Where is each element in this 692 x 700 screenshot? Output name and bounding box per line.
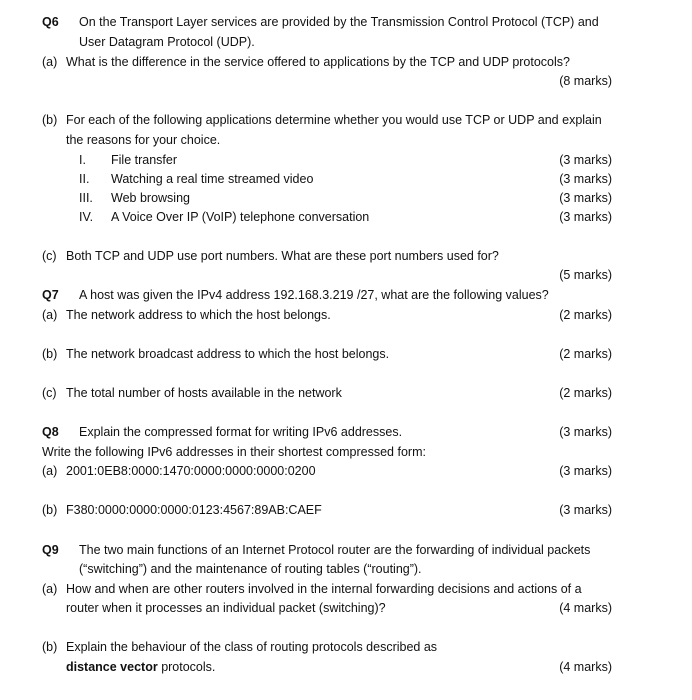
q7c-label: (c) bbox=[42, 386, 57, 400]
q6b-text-line-1: For each of the following applications determine whether you would use TCP or UDP and explain bbox=[66, 113, 602, 127]
q8a-label: (a) bbox=[42, 464, 58, 478]
q7c-text: The total number of hosts available in the network bbox=[66, 386, 342, 400]
q8b-marks: (3 marks) bbox=[559, 503, 612, 517]
q6b-item-4-text: A Voice Over IP (VoIP) telephone conversation bbox=[111, 210, 370, 224]
q7-intro: A host was given the IPv4 address 192.168.3.219 /27, what are the following values? bbox=[79, 288, 549, 302]
q8a-marks: (3 marks) bbox=[559, 464, 612, 478]
q9-number: Q9 bbox=[42, 543, 59, 557]
q6b-item-4-number: IV. bbox=[79, 210, 94, 224]
q6-number: Q6 bbox=[42, 15, 59, 29]
q8a-address: 2001:0EB8:0000:1470:0000:0000:0000:0200 bbox=[66, 464, 316, 478]
q7b-marks: (2 marks) bbox=[559, 347, 612, 361]
q9b-text-line-1: Explain the behaviour of the class of routing protocols described as bbox=[66, 640, 438, 654]
q6b-item-3-number: III. bbox=[79, 191, 93, 205]
q7a-marks: (2 marks) bbox=[559, 308, 612, 322]
q6a-text: What is the difference in the service offered to applications by the TCP and UDP protocols? bbox=[66, 55, 570, 69]
q8-number: Q8 bbox=[42, 425, 59, 439]
q6b-item-3-marks: (3 marks) bbox=[559, 191, 612, 205]
q6b-label: (b) bbox=[42, 113, 58, 127]
q7-number: Q7 bbox=[42, 288, 59, 302]
q7c-marks: (2 marks) bbox=[559, 386, 612, 400]
q9b-text-rest: protocols. bbox=[157, 660, 216, 674]
q8-instruction: Write the following IPv6 addresses in their shortest compressed form: bbox=[42, 445, 426, 459]
q8b-address: F380:0000:0000:0000:0123:4567:89AB:CAEF bbox=[66, 503, 322, 517]
q9a-label: (a) bbox=[42, 582, 58, 596]
q8-intro: Explain the compressed format for writing IPv6 addresses. bbox=[79, 425, 403, 439]
q6b-item-2-number: II. bbox=[79, 172, 90, 186]
q6b-item-3-text: Web browsing bbox=[111, 191, 190, 205]
q8b-label: (b) bbox=[42, 503, 58, 517]
q9b-label: (b) bbox=[42, 640, 58, 654]
q7b-label: (b) bbox=[42, 347, 58, 361]
q6c-label: (c) bbox=[42, 249, 57, 263]
q6-intro-line-2: User Datagram Protocol (UDP). bbox=[79, 35, 255, 49]
q6c-text: Both TCP and UDP use port numbers. What are these port numbers used for? bbox=[66, 249, 499, 263]
q9b-marks: (4 marks) bbox=[559, 660, 612, 674]
q6b-item-1-text: File transfer bbox=[111, 153, 177, 167]
q6a-marks: (8 marks) bbox=[559, 74, 612, 88]
q9-intro-line-1: The two main functions of an Internet Protocol router are the forwarding of individual packets bbox=[79, 543, 591, 557]
q7a-text: The network address to which the host belongs. bbox=[66, 308, 331, 322]
q7b-text: The network broadcast address to which the host belongs. bbox=[66, 347, 390, 361]
q6b-item-2-text: Watching a real time streamed video bbox=[111, 172, 314, 186]
q6b-text-line-2: the reasons for your choice. bbox=[66, 133, 221, 147]
q9a-text-line-2: router when it processes an individual packet (switching)? bbox=[66, 601, 386, 615]
q6c-marks: (5 marks) bbox=[559, 268, 612, 282]
q9b-text-line-2 bbox=[66, 660, 215, 675]
q6-intro-line-1: On the Transport Layer services are provided by the Transmission Control Protocol (TCP) and bbox=[79, 15, 599, 29]
q8-intro-marks: (3 marks) bbox=[559, 425, 612, 439]
q9a-marks: (4 marks) bbox=[559, 601, 612, 615]
q6b-item-4-marks: (3 marks) bbox=[559, 210, 612, 224]
q6a-label: (a) bbox=[42, 55, 58, 69]
q9-intro-line-2: (“switching”) and the maintenance of routing tables (“routing”). bbox=[79, 562, 422, 576]
q6b-item-1-number: I. bbox=[79, 153, 86, 167]
q9a-text-line-1: How and when are other routers involved in the internal forwarding decisions and actions of a bbox=[66, 582, 582, 596]
q7a-label: (a) bbox=[42, 308, 58, 322]
q6b-item-1-marks: (3 marks) bbox=[559, 153, 612, 167]
q9b-bold-term: distance vector bbox=[66, 660, 158, 674]
q6b-item-2-marks: (3 marks) bbox=[559, 172, 612, 186]
